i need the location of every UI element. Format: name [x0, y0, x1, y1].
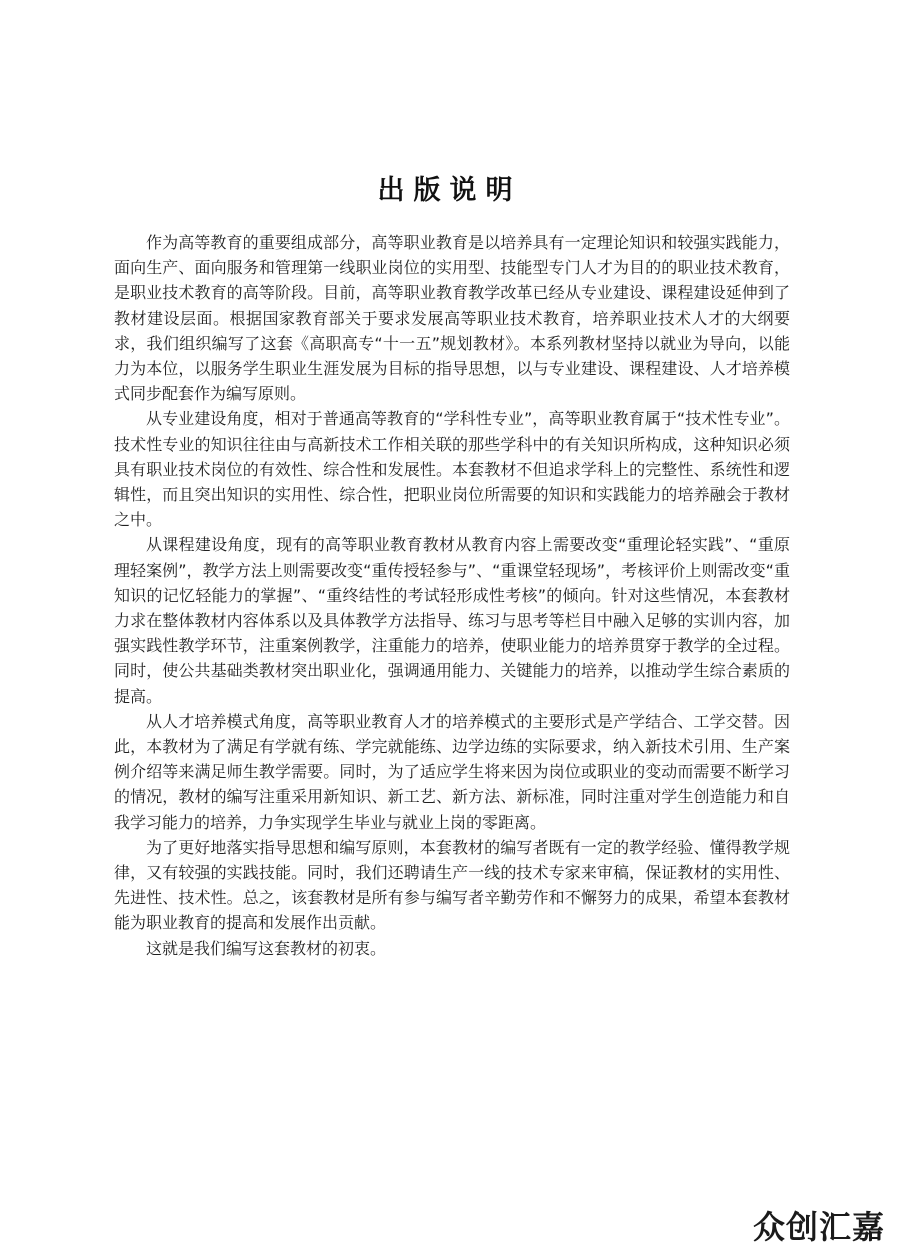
paragraph: 从人才培养模式角度，高等职业教育人才的培养模式的主要形式是产学结合、工学交替。因此，本教材为了满足有学就有练、学完就能练、边学边练的实际要求，纳入新技术引用、生产案例介绍等来满足师生教学需要。同时，为了适应学生将来因为岗位或职业的变动而需要不断学习的情况，教材的编写注重采用新知识、新工艺、新方法、新标准，同时注重对学生创造能力和自我学习能力的培养，力争实现学生毕业与就业上岗的零距离。: [114, 711, 790, 832]
paragraph: 作为高等教育的重要组成部分，高等职业教育是以培养具有一定理论知识和较强实践能力，面向生产、面向服务和管理第一线职业岗位的实用型、技能型专门人才为目的的职业技术教育，是职业技术教育的高等阶段。目前，高等职业教育教学改革已经从专业建设、课程建设延伸到了教材建设层面。根据国家教育部关于要求发展高等职业技术教育，培养职业技术人才的大纲要求，我们组织编写了这套《高职高专“十一五”规划教材》。本系列教材坚持以就业为导向，以能力为本位，以服务学生职业生涯发展为目标的指导思想，以与专业建设、课程建设、人才培养模式同步配套作为编写原则。: [114, 233, 790, 404]
paragraph: 为了更好地落实指导思想和编写原则，本套教材的编写者既有一定的教学经验、懂得教学规律，又有较强的实践技能。同时，我们还聘请生产一线的技术专家来审稿，保证教材的实用性、先进性、技术性。总之，该套教材是所有参与编写者辛勤劳作和不懈努力的成果，希望本套教材能为职业教育的提高和发展作出贡献。: [114, 837, 790, 933]
paragraph: 从课程建设角度，现有的高等职业教育教材从教育内容上需要改变“重理论轻实践”、“重原理轻案例”，教学方法上则需要改变“重传授轻参与”、“重课堂轻现场”，考核评价上则需改变“重知识的记忆轻能力的掌握”、“重终结性的考试轻形成性考核”的倾向。针对这些情况，本套教材力求在整体教材内容体系以及具体教学方法指导、练习与思考等栏目中融入足够的实训内容，加强实践性教学环节，注重案例教学，注重能力的培养，使职业能力的培养贯穿于教学的全过程。同时，使公共基础类教材突出职业化，强调通用能力、关键能力的培养，以推动学生综合素质的提高。: [114, 535, 790, 706]
watermark-logo: 众创汇嘉: [752, 1208, 885, 1246]
page-title: 出版说明: [377, 175, 522, 206]
document-body: [114, 230, 790, 961]
paragraph: 这就是我们编写这套教材的初衷。: [146, 938, 387, 958]
paragraph: 从专业建设角度，相对于普通高等教育的“学科性专业”，高等职业教育属于“技术性专业”。技术性专业的知识往往由与高新技术工作相关联的那些学科中的有关知识所构成，这种知识必须具有职业技术岗位的有效性、综合性和发展性。本套教材不但追求学科上的完整性、系统性和逻辑性，而且突出知识的实用性、综合性，把职业岗位所需要的知识和实践能力的培养融会于教材之中。: [114, 409, 790, 530]
